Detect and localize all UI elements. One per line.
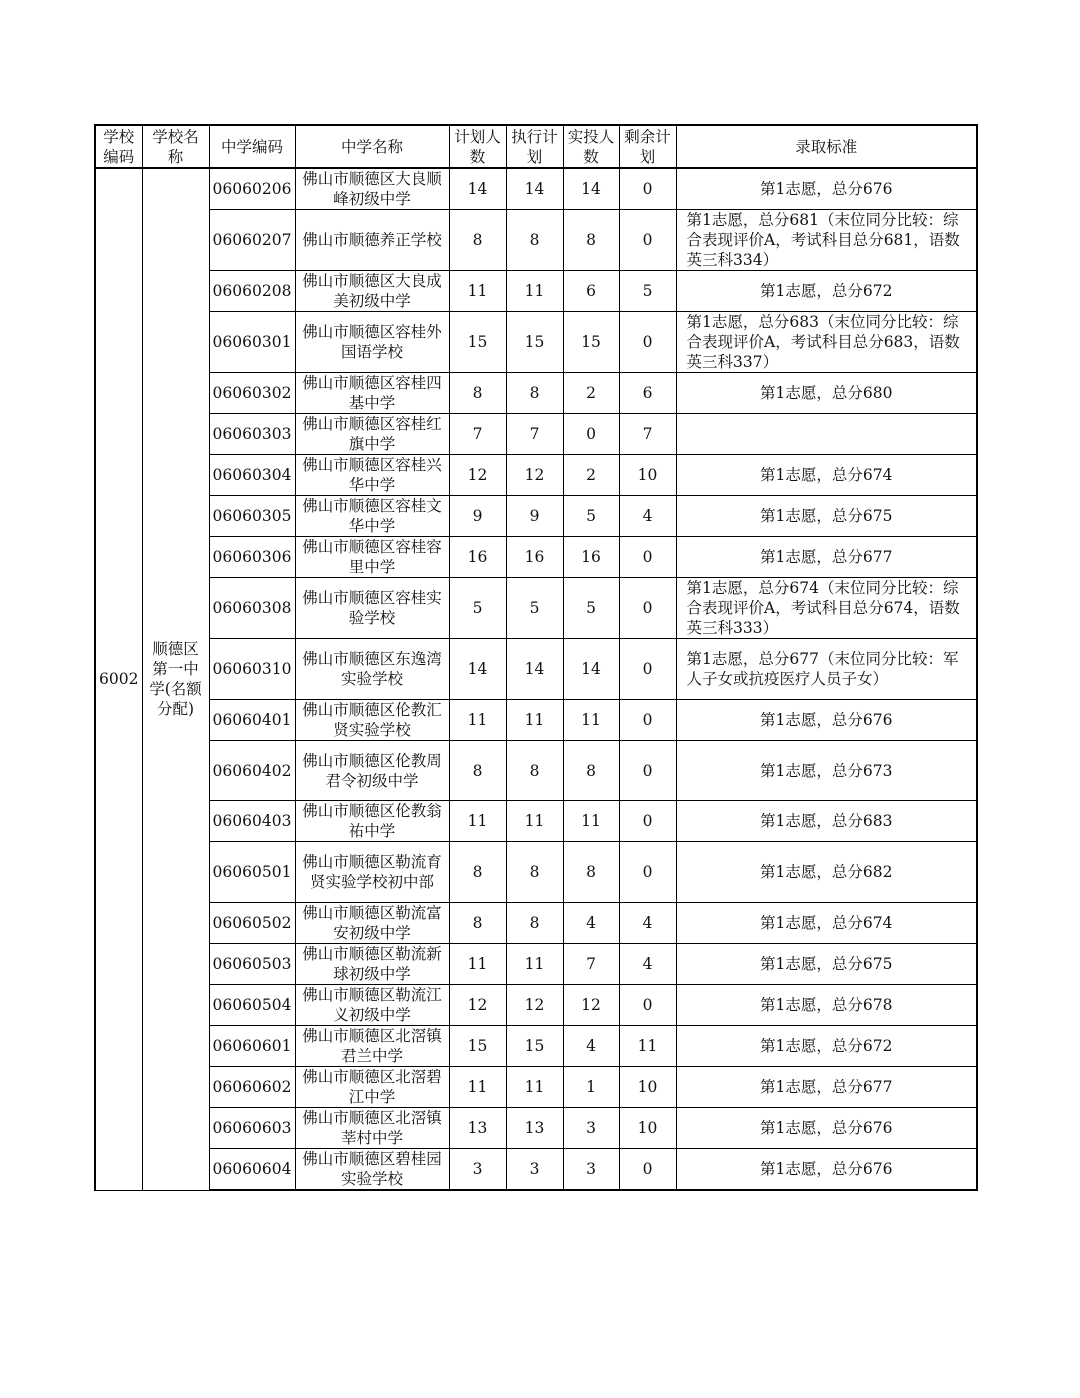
- table-row: [95, 801, 977, 842]
- remain-cell: 5: [619, 271, 676, 312]
- plan-cell: 8: [449, 842, 506, 903]
- header-exec: 执行计划: [506, 125, 563, 168]
- ms-name-cell: 佛山市顺德区碧桂园实验学校: [295, 1149, 449, 1191]
- table-row: [95, 1067, 977, 1108]
- ms-code-cell: 06060206: [209, 168, 295, 210]
- standard-cell: 第1志愿，总分673: [676, 741, 977, 801]
- ms-code-cell: 06060301: [209, 312, 295, 373]
- standard-cell: 第1志愿，总分677: [676, 537, 977, 578]
- remain-cell: 0: [619, 168, 676, 210]
- actual-cell: 7: [563, 944, 619, 985]
- exec-cell: 11: [506, 271, 563, 312]
- table-row: [95, 271, 977, 312]
- ms-code-cell: 06060302: [209, 373, 295, 414]
- remain-cell: 11: [619, 1026, 676, 1067]
- table-row: [95, 985, 977, 1026]
- plan-cell: 8: [449, 210, 506, 271]
- actual-cell: 2: [563, 373, 619, 414]
- standard-cell: 第1志愿，总分676: [676, 1149, 977, 1191]
- actual-cell: 2: [563, 455, 619, 496]
- table-row: [95, 1026, 977, 1067]
- actual-cell: 8: [563, 741, 619, 801]
- table-row: [95, 168, 977, 210]
- exec-cell: 16: [506, 537, 563, 578]
- table-row: [95, 944, 977, 985]
- standard-cell: 第1志愿，总分683（末位同分比较：综合表现评价A，考试科目总分683，语数英三科337）: [676, 312, 977, 373]
- school-code-cell: 6002: [95, 168, 142, 1190]
- ms-code-cell: 06060402: [209, 741, 295, 801]
- plan-cell: 14: [449, 168, 506, 210]
- remain-cell: 0: [619, 801, 676, 842]
- ms-name-cell: 佛山市顺德区容桂实验学校: [295, 578, 449, 639]
- exec-cell: 5: [506, 578, 563, 639]
- ms-code-cell: 06060401: [209, 700, 295, 741]
- standard-cell: 第1志愿，总分674: [676, 903, 977, 944]
- ms-name-cell: 佛山市顺德区大良顺峰初级中学: [295, 168, 449, 210]
- table-row: [95, 455, 977, 496]
- exec-cell: 8: [506, 903, 563, 944]
- plan-cell: 11: [449, 1067, 506, 1108]
- table-row: [95, 373, 977, 414]
- header-standard: 录取标准: [676, 125, 977, 168]
- admission-table: [94, 124, 978, 1191]
- table-row: [95, 700, 977, 741]
- remain-cell: 0: [619, 842, 676, 903]
- plan-cell: 11: [449, 944, 506, 985]
- actual-cell: 14: [563, 639, 619, 700]
- exec-cell: 8: [506, 741, 563, 801]
- table-row: [95, 741, 977, 801]
- table-row: [95, 312, 977, 373]
- table-row: [95, 1108, 977, 1149]
- exec-cell: 11: [506, 944, 563, 985]
- table-row: [95, 1149, 977, 1191]
- header-ms-code: 中学编码: [209, 125, 295, 168]
- plan-cell: 11: [449, 801, 506, 842]
- exec-cell: 14: [506, 168, 563, 210]
- actual-cell: 4: [563, 903, 619, 944]
- standard-cell: 第1志愿，总分676: [676, 1108, 977, 1149]
- ms-code-cell: 06060305: [209, 496, 295, 537]
- ms-code-cell: 06060604: [209, 1149, 295, 1191]
- ms-name-cell: 佛山市顺德区勒流育贤实验学校初中部: [295, 842, 449, 903]
- ms-name-cell: 佛山市顺德区大良成美初级中学: [295, 271, 449, 312]
- actual-cell: 8: [563, 842, 619, 903]
- actual-cell: 16: [563, 537, 619, 578]
- actual-cell: 6: [563, 271, 619, 312]
- header-school-name: 学校名称: [142, 125, 209, 168]
- remain-cell: 10: [619, 455, 676, 496]
- table-row: [95, 496, 977, 537]
- plan-cell: 13: [449, 1108, 506, 1149]
- standard-cell: 第1志愿，总分682: [676, 842, 977, 903]
- ms-name-cell: 佛山市顺德区东逸湾实验学校: [295, 639, 449, 700]
- actual-cell: 14: [563, 168, 619, 210]
- ms-code-cell: 06060504: [209, 985, 295, 1026]
- exec-cell: 9: [506, 496, 563, 537]
- remain-cell: 4: [619, 944, 676, 985]
- exec-cell: 11: [506, 801, 563, 842]
- plan-cell: 15: [449, 1026, 506, 1067]
- exec-cell: 14: [506, 639, 563, 700]
- standard-cell: 第1志愿，总分674（末位同分比较：综合表现评价A，考试科目总分674，语数英三科333）: [676, 578, 977, 639]
- plan-cell: 14: [449, 639, 506, 700]
- remain-cell: 10: [619, 1067, 676, 1108]
- ms-code-cell: 06060304: [209, 455, 295, 496]
- actual-cell: 8: [563, 210, 619, 271]
- plan-cell: 3: [449, 1149, 506, 1191]
- table-row: [95, 842, 977, 903]
- actual-cell: 3: [563, 1149, 619, 1191]
- actual-cell: 5: [563, 496, 619, 537]
- ms-name-cell: 佛山市顺德区北滘碧江中学: [295, 1067, 449, 1108]
- actual-cell: 11: [563, 801, 619, 842]
- actual-cell: 4: [563, 1026, 619, 1067]
- ms-name-cell: 佛山市顺德区容桂红旗中学: [295, 414, 449, 455]
- table-row: [95, 578, 977, 639]
- exec-cell: 12: [506, 985, 563, 1026]
- exec-cell: 11: [506, 700, 563, 741]
- table-row: [95, 414, 977, 455]
- ms-code-cell: 06060501: [209, 842, 295, 903]
- remain-cell: 6: [619, 373, 676, 414]
- actual-cell: 11: [563, 700, 619, 741]
- ms-code-cell: 06060601: [209, 1026, 295, 1067]
- remain-cell: 0: [619, 578, 676, 639]
- plan-cell: 5: [449, 578, 506, 639]
- actual-cell: 15: [563, 312, 619, 373]
- standard-cell: 第1志愿，总分678: [676, 985, 977, 1026]
- ms-name-cell: 佛山市顺德区容桂文华中学: [295, 496, 449, 537]
- ms-code-cell: 06060306: [209, 537, 295, 578]
- plan-cell: 8: [449, 741, 506, 801]
- standard-cell: 第1志愿，总分672: [676, 271, 977, 312]
- remain-cell: 0: [619, 537, 676, 578]
- ms-name-cell: 佛山市顺德区容桂外国语学校: [295, 312, 449, 373]
- actual-cell: 12: [563, 985, 619, 1026]
- ms-code-cell: 06060602: [209, 1067, 295, 1108]
- ms-name-cell: 佛山市顺德区勒流富安初级中学: [295, 903, 449, 944]
- plan-cell: 7: [449, 414, 506, 455]
- ms-name-cell: 佛山市顺德区伦教汇贤实验学校: [295, 700, 449, 741]
- plan-cell: 11: [449, 271, 506, 312]
- standard-cell: 第1志愿，总分680: [676, 373, 977, 414]
- ms-code-cell: 06060403: [209, 801, 295, 842]
- exec-cell: 8: [506, 842, 563, 903]
- exec-cell: 8: [506, 210, 563, 271]
- exec-cell: 13: [506, 1108, 563, 1149]
- remain-cell: 0: [619, 210, 676, 271]
- exec-cell: 7: [506, 414, 563, 455]
- remain-cell: 0: [619, 639, 676, 700]
- header-actual: 实投人数: [563, 125, 619, 168]
- remain-cell: 4: [619, 903, 676, 944]
- plan-cell: 11: [449, 700, 506, 741]
- header-plan: 计划人数: [449, 125, 506, 168]
- actual-cell: 5: [563, 578, 619, 639]
- standard-cell: 第1志愿，总分676: [676, 700, 977, 741]
- table-row: [95, 210, 977, 271]
- standard-cell: 第1志愿，总分677: [676, 1067, 977, 1108]
- plan-cell: 12: [449, 985, 506, 1026]
- remain-cell: 4: [619, 496, 676, 537]
- actual-cell: 1: [563, 1067, 619, 1108]
- ms-code-cell: 06060308: [209, 578, 295, 639]
- ms-name-cell: 佛山市顺德区容桂容里中学: [295, 537, 449, 578]
- exec-cell: 15: [506, 1026, 563, 1067]
- exec-cell: 12: [506, 455, 563, 496]
- header-row: [95, 125, 977, 168]
- ms-code-cell: 06060310: [209, 639, 295, 700]
- plan-cell: 8: [449, 373, 506, 414]
- ms-code-cell: 06060303: [209, 414, 295, 455]
- standard-cell: 第1志愿，总分675: [676, 944, 977, 985]
- ms-name-cell: 佛山市顺德区伦教周君令初级中学: [295, 741, 449, 801]
- standard-cell: 第1志愿，总分675: [676, 496, 977, 537]
- exec-cell: 15: [506, 312, 563, 373]
- standard-cell: 第1志愿，总分674: [676, 455, 977, 496]
- remain-cell: 0: [619, 1149, 676, 1191]
- plan-cell: 15: [449, 312, 506, 373]
- plan-cell: 9: [449, 496, 506, 537]
- standard-cell: 第1志愿，总分681（末位同分比较：综合表现评价A，考试科目总分681，语数英三科334）: [676, 210, 977, 271]
- actual-cell: 3: [563, 1108, 619, 1149]
- ms-name-cell: 佛山市顺德区北滘镇莘村中学: [295, 1108, 449, 1149]
- ms-code-cell: 06060502: [209, 903, 295, 944]
- table-row: [95, 903, 977, 944]
- exec-cell: 11: [506, 1067, 563, 1108]
- remain-cell: 0: [619, 741, 676, 801]
- standard-cell: 第1志愿，总分677（末位同分比较：军人子女或抗疫医疗人员子女）: [676, 639, 977, 700]
- standard-cell: 第1志愿，总分672: [676, 1026, 977, 1067]
- exec-cell: 8: [506, 373, 563, 414]
- plan-cell: 12: [449, 455, 506, 496]
- header-school-code: 学校编码: [95, 125, 142, 168]
- table-body: [95, 168, 977, 1190]
- header-ms-name: 中学名称: [295, 125, 449, 168]
- school-name-cell: 顺德区第一中学(名额分配): [142, 168, 209, 1190]
- remain-cell: 7: [619, 414, 676, 455]
- ms-code-cell: 06060603: [209, 1108, 295, 1149]
- ms-name-cell: 佛山市顺德区容桂兴华中学: [295, 455, 449, 496]
- plan-cell: 8: [449, 903, 506, 944]
- remain-cell: 0: [619, 700, 676, 741]
- actual-cell: 0: [563, 414, 619, 455]
- standard-cell: 第1志愿，总分683: [676, 801, 977, 842]
- standard-cell: 第1志愿，总分676: [676, 168, 977, 210]
- remain-cell: 10: [619, 1108, 676, 1149]
- ms-name-cell: 佛山市顺德区勒流江义初级中学: [295, 985, 449, 1026]
- ms-code-cell: 06060207: [209, 210, 295, 271]
- remain-cell: 0: [619, 985, 676, 1026]
- exec-cell: 3: [506, 1149, 563, 1191]
- standard-cell: [676, 414, 977, 455]
- ms-name-cell: 佛山市顺德区容桂四基中学: [295, 373, 449, 414]
- ms-name-cell: 佛山市顺德养正学校: [295, 210, 449, 271]
- remain-cell: 0: [619, 312, 676, 373]
- header-remain: 剩余计划: [619, 125, 676, 168]
- ms-name-cell: 佛山市顺德区伦教翁祐中学: [295, 801, 449, 842]
- ms-name-cell: 佛山市顺德区勒流新球初级中学: [295, 944, 449, 985]
- table-row: [95, 537, 977, 578]
- ms-code-cell: 06060503: [209, 944, 295, 985]
- plan-cell: 16: [449, 537, 506, 578]
- ms-code-cell: 06060208: [209, 271, 295, 312]
- ms-name-cell: 佛山市顺德区北滘镇君兰中学: [295, 1026, 449, 1067]
- table-row: [95, 639, 977, 700]
